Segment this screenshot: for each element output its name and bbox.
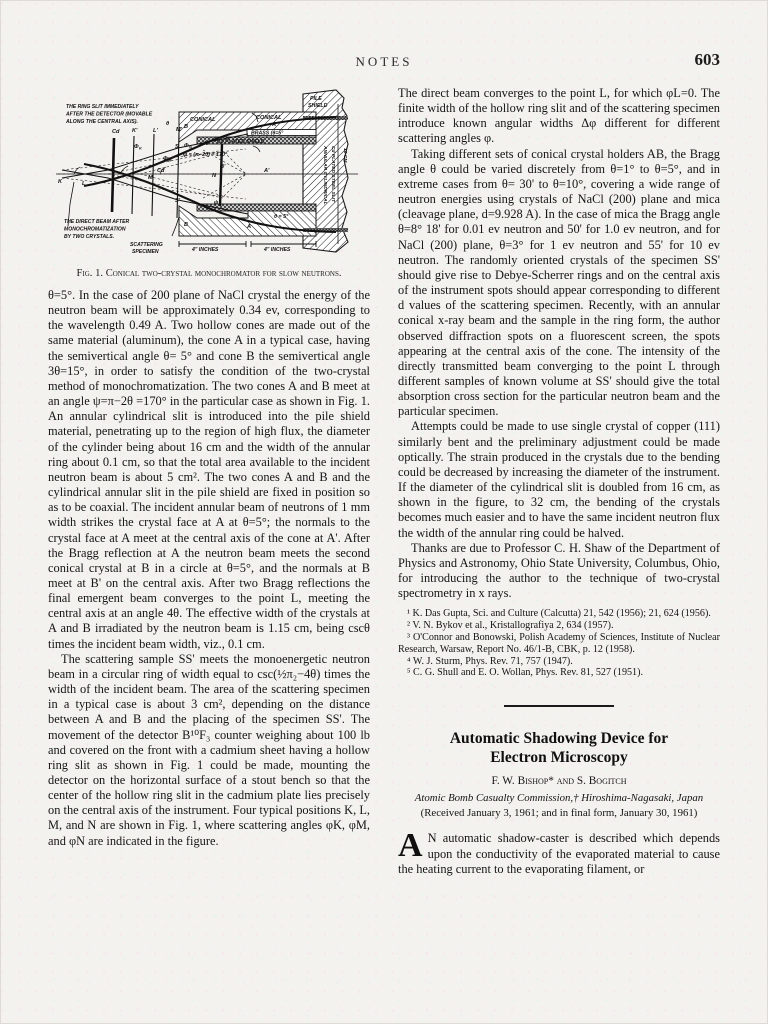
point-L: L <box>82 181 86 187</box>
label-16cm: 16 CM <box>342 148 347 163</box>
point-K-prime: K' <box>132 128 138 134</box>
point-M-prime: M' <box>176 127 182 133</box>
article-affiliation: Atomic Bomb Casualty Commission,† Hiroshima-Nagasaki, Japan <box>414 792 704 805</box>
article-title-line-1: Automatic Shadowing Device for <box>449 730 669 748</box>
label-psi-small: ψ <box>214 200 219 206</box>
left-paragraph-2: The scattering sample SS' meets the monoenergetic neutron beam in a circular ring of width equal to csc(½π₂−4θ) times the width of the incident beam. The area of the scattering specimen in a typical case is about 3 cm², depending on the distance between A and B and the placing of the specimen SS'. The movement of the detector B¹⁰F₃ counter weighing about 100 lb and covered on the front with a cadmium sheet having a hollow ring slit as shown in Fig. 1 could be made, mounting the detector on the horizontal surface of a stout bench so that the center of the hollow ring slit in the cadmium plate lies precisely on the central axis of the instrument. Four typical positions K, L, M, and N are shown in Fig. 1, where scattering angles φK, φM, and φN are indicated in the figure. <box>48 651 370 848</box>
label-conical-left: CONICAL <box>190 117 216 123</box>
reference-item: ² V. N. Bykov et al., Kristallografiya 2, 634 (1957). <box>407 620 614 632</box>
label-annular-slit-line1: ANNULAR CYLINDRICAL <box>322 146 327 205</box>
point-theta-left: θ <box>166 121 170 127</box>
label-conical-right-letter: A <box>272 122 277 128</box>
two-column-layout <box>48 86 720 986</box>
label-conical-right: CONICAL <box>256 115 282 121</box>
right-paragraph-4: Thanks are due to Professor C. H. Shaw of the Department of Physics and Astronomy, Ohio State University, Columbus, Ohio, for introducing the author to the technique of two-crystal spectrometry in x rays. <box>398 540 720 601</box>
point-M: M <box>148 175 153 181</box>
phi-K-sub: K <box>139 145 142 151</box>
label-pile-shield-line2: SHIELD <box>308 103 328 109</box>
point-S-upper: S <box>175 144 179 150</box>
reference-list <box>398 608 720 679</box>
point-B-lower: B <box>184 222 189 228</box>
reference-item: ⁴ W. J. Sturm, Phys. Rev. 71, 757 (1947). <box>407 655 573 667</box>
point-K: K <box>58 179 63 185</box>
page-header <box>48 48 720 78</box>
label-brass: BRASS (θ=5° <box>251 130 284 137</box>
label-direct-beam-line1: THE DIRECT BEAM AFTER <box>64 219 130 225</box>
point-S-prime: S' <box>175 198 181 204</box>
label-scattering-specimen-line1: SCATTERING <box>130 242 163 248</box>
phi-M-sub: M <box>168 157 172 163</box>
label-scattering-specimen-line2: SPECIMEN <box>132 249 159 255</box>
reference-item: ³ O'Connor and Bonowski, Polish Academy of Sciences, Institute of Nuclear Research, Warsaw, Report No. 46/1-B, CBK, p. 12 (1958). <box>398 631 720 655</box>
left-column <box>48 86 370 849</box>
phi-K: Φ <box>134 144 139 150</box>
label-direct-beam-line3: BY TWO CRYSTALS. <box>64 234 115 240</box>
figure-1-caption <box>48 268 370 279</box>
right-paragraph-1: The direct beam converges to the point L, for which φL=0. The finite width of the hollow ring slit and of the scattering specimen introduce known angular widths Δφ different for different scattering angles φ. <box>398 86 720 146</box>
reference-item: ⁵ C. G. Shull and E. O. Wollan, Phys. Rev. 81, 527 (1951). <box>407 667 643 679</box>
reference-item: ¹ K. Das Gupta, Sci. and Culture (Calcutta) 21, 542 (1956); 21, 624 (1956). <box>407 608 711 620</box>
conical-monochromator-diagram <box>48 86 370 262</box>
label-ring-slit-line1: THE RING SLIT IMMEDIATELY <box>66 104 139 110</box>
label-scale-left: 4" INCHES <box>192 247 219 253</box>
drop-cap: A <box>398 827 423 865</box>
page-content <box>48 48 720 988</box>
label-ring-slit-line2: AFTER THE DETECTOR (MOVABLE <box>66 111 153 118</box>
figure-caption-text: Conical two-crystal monochromator for slow neutrons. <box>105 268 342 279</box>
right-column <box>398 86 720 889</box>
label-psi-equation: ψ = (π−2θ) = 170° <box>183 152 228 158</box>
right-paragraph-2: Taking different sets of conical crystal holders AB, the Bragg angle θ could be varied discretely from θ=1° to θ=5°, and in extreme cases from θ= 30' to θ=10°, covering a wide range of neutron energies using crystals of NaCl (200) plane and mica (cleavage plane, d=9.928 A). In the case of mica the Bragg angle θ=8° 18' for 0.01 ev neutron and 50' for 1.0 ev neutron, and for NaCl (200) plane, θ=3° for 1 ev neutron and 55' for 10 ev neutron. The randomly oriented crystals of the specimen SS' should give rise to Debye-Scherrer rings and on the central axis of the instrument spots should appear corresponding to different d values of the scattering specimen. Recently, with an annular conical x-ray beam and the sample in the ring form, the author observed diffraction spots on a fluorescent screen, the spots appearing at the central axis of the cone. The intensity of the directly transmitted beam converging to the point L through different samples of known volume at SS' should give the total absorption cross section for the particular neutron beam and the particular specimen. <box>398 146 720 419</box>
running-head: NOTES <box>355 54 413 69</box>
point-A-prime: A' <box>264 168 270 174</box>
abstract-text: N automatic shadow-caster is described which depends upon the conductivity of the evaporated material to cause the heating current to the evaporating filament, or <box>398 831 720 876</box>
point-Cd: Cd <box>112 129 120 135</box>
label-ring-slit-line3: ALONG THE CENTRAL AXIS). <box>66 119 138 125</box>
article-title <box>398 729 720 767</box>
article-authors: F. W. Bishop* and S. Bogitch <box>491 775 627 788</box>
figure-1 <box>48 86 370 279</box>
point-B-upper: B <box>184 124 189 130</box>
label-cd-plated-shield: Cd PLATED SHIELD <box>217 139 265 145</box>
label-scale-right: 4" INCHES <box>264 247 291 253</box>
figure-1-image <box>48 86 370 262</box>
left-paragraph-1: θ=5°. In the case of 200 plane of NaCl crystal the energy of the neutron beam will be approximately 0.34 ev, corresponding to the wavelength 0.49 A. Two hollow cones are made out of the same material (aluminum), the cone A in a typical case, having the semivertical angle θ= 5° and cone B the semivertical angle 3θ=15°, in order to satisfy the condition of the two-crystal method of monochromatization. The two cones A and B meet at an angle ψ=π−2θ =170° in the particular case as shown in Fig. 1. An annular cylindrical slit is introduced into the pile shield material, penetrating up to the region of high flux, the diameter of the cylinder being about 16 cm and the width of the annular ring about 0.1 cm, so that the total area available to the incident neutron beam is about 5 cm². The two cones A and B and the cylindrical annular slit in the pile shield are fixed in position so as to be coaxial. The incident annular beam of neutrons of 1 mm width strikes the crystal face at A at θ=5°; the normals to the crystal face at A meet at the central axis of the cone at A'. After the Bragg reflection at A the neutron beam meets the second conical crystal at B in a circle at θ=5°, and the normals at B meet at B' on the central axis. After two Bragg reflections the final emergent beam converges to the point L, meeting the central axis at an angle 4θ. The effective width of the crystals at A and B irradiated by the neutron beam is 1.15 cm, being cscθ times the incident beam width, viz., 0.1 cm. <box>48 288 370 651</box>
point-N: N <box>212 173 217 179</box>
label-annular-slit-line2: Cd PLATED STEEL SLIT <box>330 146 335 203</box>
section-divider-rule <box>504 705 614 707</box>
point-A-lower: A <box>247 224 252 230</box>
point-Cd-mid: Cd <box>157 168 165 174</box>
page-number: 603 <box>694 50 720 69</box>
article-received-date: (Received January 3, 1961; and in final form, January 30, 1961) <box>420 807 698 820</box>
figure-caption-label: Fig. 1. <box>76 268 104 279</box>
second-article-header <box>398 729 720 819</box>
article-title-line-2: Electron Microscopy <box>490 749 628 767</box>
label-theta-eq: θ = 5° <box>274 214 289 220</box>
point-N-prime: N' <box>204 141 210 147</box>
second-article-abstract <box>398 827 720 876</box>
right-paragraph-3: Attempts could be made to use single crystal of copper (111) similarly bent and the preliminary adjustment could be made optically. The strain produced in the crystals due to the bending could be decreased by increasing the diameter of the instrument. If the diameter of the cylindrical slit is doubled from 16 cm, as shown in the figure, to 32 cm, the bending of the crystals becomes much easier and to have the same incident neutron flux the width of the annular ring could be halved. <box>398 419 720 540</box>
point-L-prime: L' <box>153 128 158 134</box>
phi-N-sub: N <box>189 144 192 150</box>
label-pile-shield-line1: PILE <box>310 96 322 102</box>
phi-M: Φ <box>163 156 168 162</box>
phi-N: Φ <box>184 143 189 149</box>
point-B-prime: B' <box>220 164 226 170</box>
label-direct-beam-line2: MONOCHROMATIZATION <box>64 226 126 233</box>
